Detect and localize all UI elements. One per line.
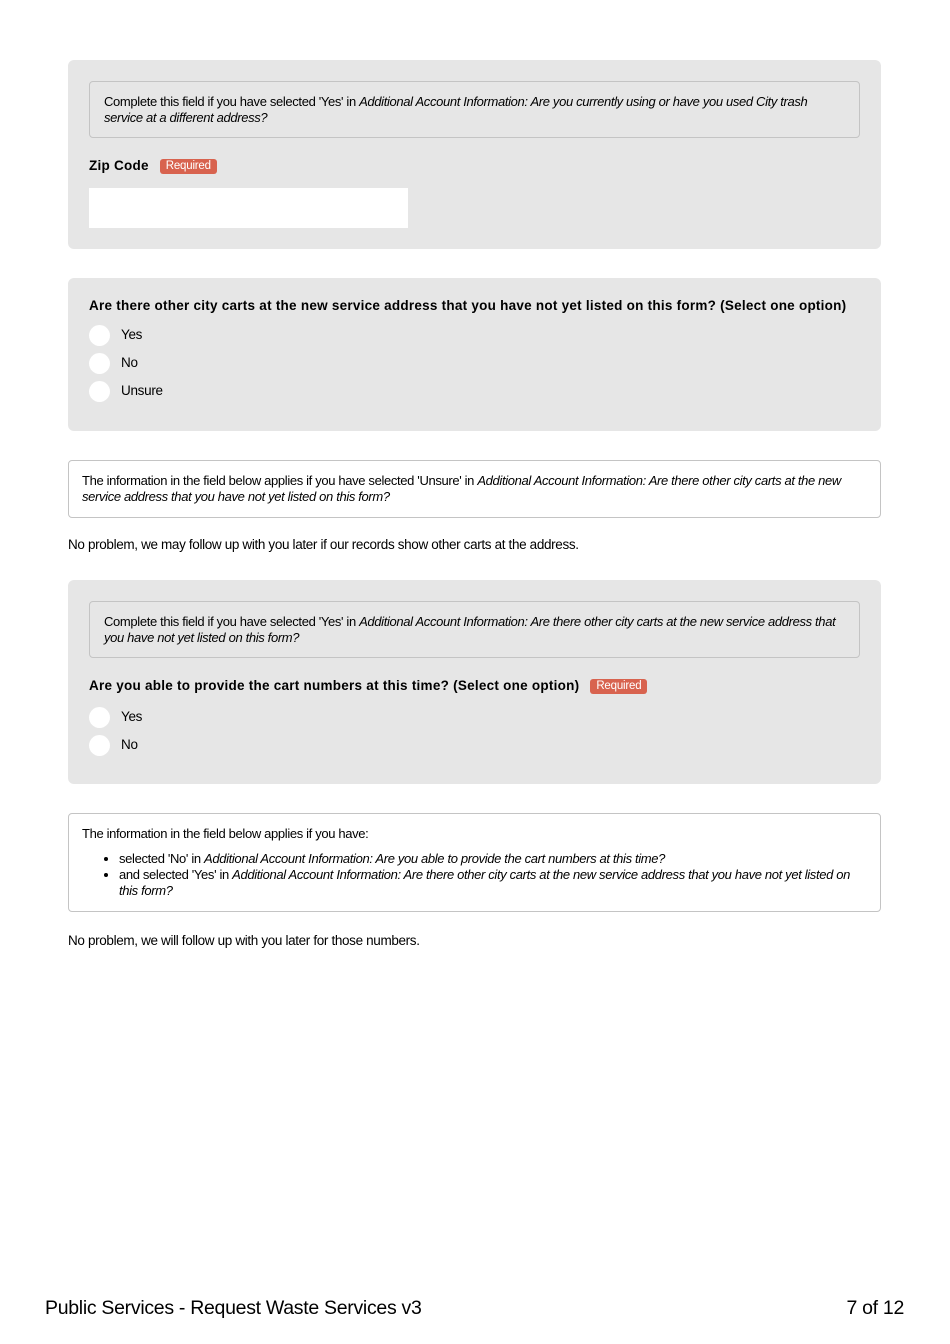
condition-list [82,851,867,899]
radio-label: No [121,355,138,370]
radio-button[interactable] [89,735,110,756]
cart-numbers-panel [68,580,881,784]
footer-page-number: 7 of 12 [846,1297,904,1319]
zip-code-panel [68,60,881,249]
required-badge: Required [590,679,647,694]
unsure-condition-notice: The information in the field below applies if you have selected 'Unsure' in Additional Account Information: Are there other city carts at the new service address that you have not yet listed on this form? [68,460,881,518]
radio-label: No [121,737,138,752]
zip-code-condition-notice: Complete this field if you have selected 'Yes' in Additional Account Information: Are you currently using or have you used City trash service at a different address? [89,81,860,138]
condition-item: • and selected 'Yes' in Additional Account Information: Are there other city carts at the new service address that you have not yet listed on this form? [119,867,867,899]
zip-code-label: Zip Code Required [89,158,217,174]
other-carts-question-label: Are there other city carts at the new service address that you have not yet listed on this form? (Select one option) [89,298,847,313]
required-badge: Required [160,159,217,174]
no-numbers-condition-notice [68,813,881,912]
zip-code-input[interactable] [89,188,408,228]
radio-button[interactable] [89,381,110,402]
radio-label: Unsure [121,383,163,398]
footer-form-title: Public Services - Request Waste Services v3 [45,1297,422,1319]
no-numbers-followup-message: No problem, we will follow up with you later for those numbers. [68,933,420,948]
condition-item: • selected 'No' in Additional Account Information: Are you able to provide the cart numbers at this time? [119,851,867,867]
cart-numbers-condition-notice: Complete this field if you have selected 'Yes' in Additional Account Information: Are there other city carts at the new service address that you have not yet listed on this form? [89,601,860,658]
notice-intro: The information in the field below applies if you have: [82,826,369,841]
radio-button[interactable] [89,353,110,374]
radio-label: Yes [121,709,143,724]
cart-numbers-question-label: Are you able to provide the cart numbers at this time? (Select one option) Required [89,678,647,694]
radio-button[interactable] [89,707,110,728]
radio-label: Yes [121,327,143,342]
unsure-followup-message: No problem, we may follow up with you later if our records show other carts at the address. [68,537,579,552]
other-carts-panel [68,278,881,431]
radio-button[interactable] [89,325,110,346]
